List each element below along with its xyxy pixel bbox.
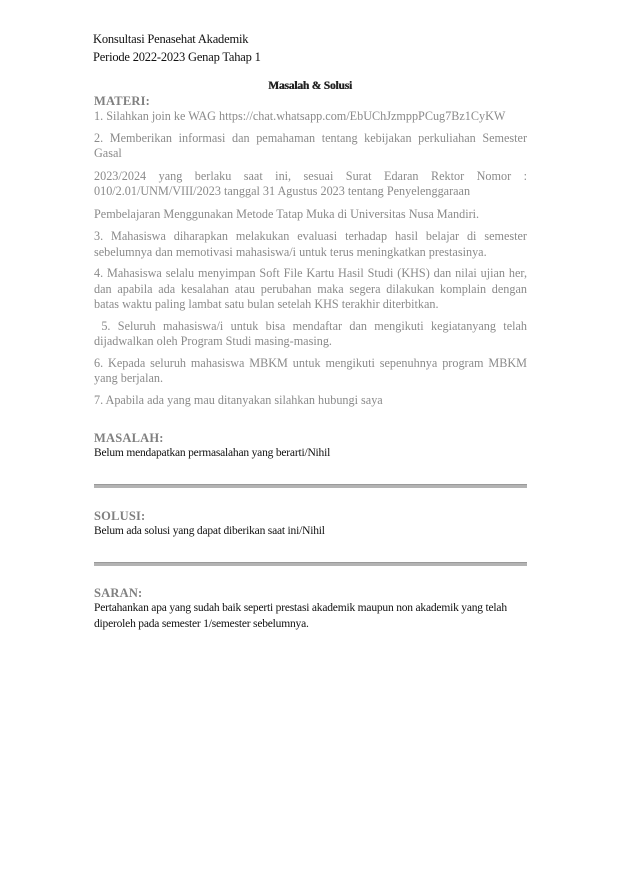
header-period: Periode 2022-2023 Genap Tahap 1 bbox=[93, 50, 261, 64]
materi-list bbox=[94, 109, 531, 408]
materi-item: 4. Mahasiswa selalu menyimpan Soft File Kartu Hasil Studi (KHS) dan nilai ujian her, dan apabila ada kesalahan atau perubahan maka segera dilakukan komplain dengan batas waktu paling lambat satu bulan setelah KHS terakhir diterbitkan. bbox=[94, 266, 527, 311]
header-title: Konsultasi Penasehat Akademik bbox=[93, 32, 249, 46]
materi-item: 2023/2024 yang berlaku saat ini, sesuai Surat Edaran Rektor Nomor : 010/2.01/UNM/VIII/2023 tanggal 31 Agustus 2023 tentang Penyelenggaraan bbox=[94, 168, 527, 198]
section-title: Masalah & Solusi bbox=[268, 80, 352, 92]
materi-item: 3. Mahasiswa diharapkan melakukan evaluasi terhadap hasil belajar di semester sebelumnya dan memotivasi mahasiswa/i untuk terus meningkatkan prestasinya. bbox=[94, 229, 527, 259]
solusi-label: SOLUSI: bbox=[94, 509, 146, 523]
materi-item: 1. Silahkan join ke WAG https://chat.whatsapp.com/EbUChJzmppPCug7Bz1CyKW bbox=[94, 109, 506, 123]
divider bbox=[94, 484, 527, 488]
materi-item: Pembelajaran Menggunakan Metode Tatap Muka di Universitas Nusa Mandiri. bbox=[94, 206, 480, 221]
saran-label: SARAN: bbox=[94, 586, 143, 600]
materi-label: MATERI: bbox=[94, 94, 151, 108]
materi-item: 2. Memberikan informasi dan pemahaman tentang kebijakan perkuliahan Semester Gasal bbox=[94, 130, 527, 160]
saran-text: Pertahankan apa yang sudah baik seperti prestasi akademik maupun non akademik yang telah diperoleh pada semester 1/semester sebelumnya. bbox=[94, 602, 507, 630]
masalah-text: Belum mendapatkan permasalahan yang berarti/Nihil bbox=[94, 447, 331, 459]
materi-item: 6. Kepada seluruh mahasiswa MBKM untuk mengikuti sepenuhnya program MBKM yang berjalan. bbox=[94, 355, 527, 385]
divider bbox=[94, 562, 527, 566]
materi-item: 5. Seluruh mahasiswa/i untuk bisa mendaftar dan mengikuti kegiatanyang telah dijadwalkan oleh Program Studi masing-masing. bbox=[94, 318, 531, 348]
masalah-label: MASALAH: bbox=[94, 431, 164, 445]
solusi-text: Belum ada solusi yang dapat diberikan saat ini/Nihil bbox=[94, 525, 325, 537]
materi-item: 7. Apabila ada yang mau ditanyakan silahkan hubungi saya bbox=[94, 392, 383, 407]
